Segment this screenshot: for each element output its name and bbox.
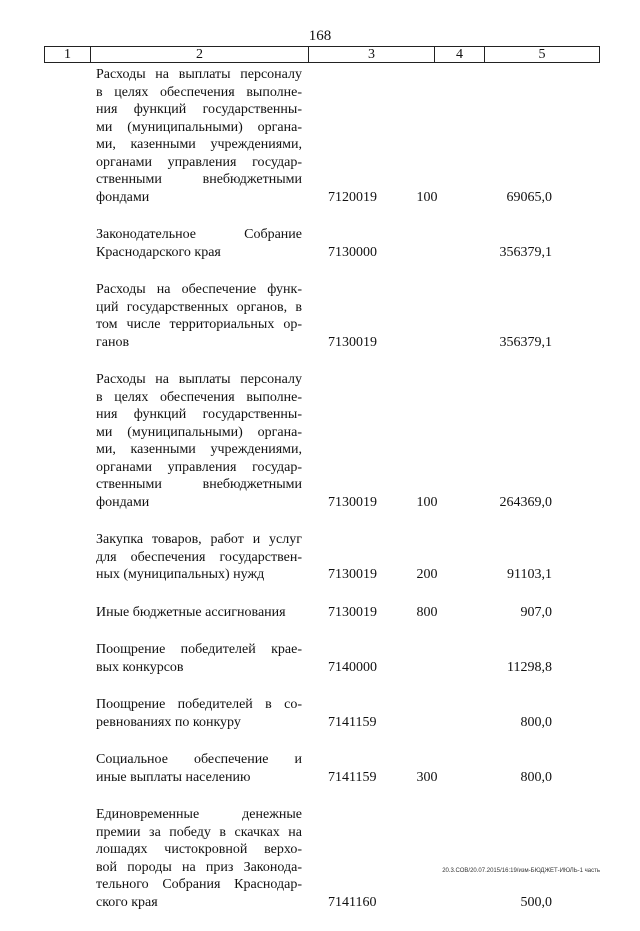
description-line: том числе территориальных ор- xyxy=(96,317,302,332)
description-line: ми, казенными учреждениями, xyxy=(96,137,302,152)
description-line: фондами xyxy=(96,494,150,510)
row-expense-type: 300 xyxy=(416,769,438,785)
row-amount: 264369,0 xyxy=(499,494,552,510)
description-line: Поощрение победителей крае- xyxy=(96,642,302,657)
description-line: ми (муниципальными) органа- xyxy=(96,119,302,135)
description-line: Краснодарского края xyxy=(96,244,221,260)
description-line: Поощрение победителей в со- xyxy=(96,697,302,712)
row-description xyxy=(96,531,302,584)
description-line: ций государственных органов, в xyxy=(96,299,302,315)
description-line: ревнованиях по конкуру xyxy=(96,714,241,730)
document-footer: 20.3.СОВ/20.07.2015/16:19/изм-БЮДЖЕТ-ИЮЛЬ-1 часть xyxy=(442,868,600,874)
row-description xyxy=(96,806,302,911)
description-line: ния функций государственны- xyxy=(96,102,302,117)
row-description xyxy=(96,604,302,622)
row-amount: 800,0 xyxy=(520,714,552,730)
description-line: Расходы на обеспечение функ- xyxy=(96,282,302,297)
description-line: для обеспечения государствен- xyxy=(96,549,302,565)
description-line: ганов xyxy=(96,334,130,350)
row-expense-type: 100 xyxy=(416,189,438,205)
row-description xyxy=(96,226,302,261)
description-line: Социальное обеспечение и xyxy=(96,752,302,767)
row-amount: 356379,1 xyxy=(499,244,552,260)
description-line: органами управления государ- xyxy=(96,459,302,475)
description-line: вых конкурсов xyxy=(96,659,184,675)
row-description xyxy=(96,751,302,786)
column-header-3: 3 xyxy=(309,47,435,62)
row-description xyxy=(96,371,302,511)
row-amount: 69065,0 xyxy=(506,189,552,205)
description-line: Расходы на выплаты персоналу xyxy=(96,67,302,82)
row-expense-type: 200 xyxy=(416,567,438,582)
table-body xyxy=(0,66,640,931)
row-code: 7141160 xyxy=(328,894,377,910)
row-code: 7141159 xyxy=(328,769,377,785)
description-line: Расходы на выплаты персоналу xyxy=(96,372,302,387)
row-amount: 907,0 xyxy=(520,604,552,620)
description-line: ственными внебюджетными xyxy=(96,172,302,187)
description-line: фондами xyxy=(96,189,150,205)
description-line: премии за победу в скачках на xyxy=(96,824,302,840)
column-header-5: 5 xyxy=(538,47,546,62)
row-expense-type: 800 xyxy=(416,604,438,620)
row-code: 7140000 xyxy=(328,659,377,675)
table-row xyxy=(0,371,640,511)
description-line: тельного Собрания Краснодар- xyxy=(96,877,302,892)
description-line: ского края xyxy=(96,894,158,910)
row-code: 7130019 xyxy=(328,567,377,582)
row-amount: 800,0 xyxy=(520,769,552,785)
row-code: 7130000 xyxy=(328,244,377,260)
description-line: в целях обеспечения выполне- xyxy=(96,84,302,100)
description-line: Закупка товаров, работ и услуг xyxy=(96,532,302,547)
row-amount: 356379,1 xyxy=(499,334,552,350)
column-header-1: 1 xyxy=(45,47,91,62)
table-row xyxy=(0,751,640,786)
table-row xyxy=(0,66,640,206)
table-row xyxy=(0,281,640,351)
table-row xyxy=(0,604,640,622)
description-line: вой породы на приз Законода- xyxy=(96,859,302,875)
description-line: Законодательное Собрание xyxy=(96,227,302,242)
description-line: лошадях чистокровной верхо- xyxy=(96,842,302,857)
row-code: 7130019 xyxy=(328,494,377,510)
table-row xyxy=(0,226,640,261)
row-amount: 91103,1 xyxy=(507,567,552,582)
column-header-2: 2 xyxy=(91,47,309,62)
description-line: ми, казенными учреждениями, xyxy=(96,442,302,457)
description-line: в целях обеспечения выполне- xyxy=(96,389,302,405)
description-line: ственными внебюджетными xyxy=(96,477,302,492)
table-row xyxy=(0,531,640,584)
table-row xyxy=(0,806,640,911)
row-expense-type: 100 xyxy=(416,494,438,510)
description-line: ми (муниципальными) органа- xyxy=(96,424,302,440)
table-row xyxy=(0,696,640,731)
row-description xyxy=(96,641,302,676)
description-line: иные выплаты населению xyxy=(96,769,251,785)
table-row xyxy=(0,641,640,676)
row-description xyxy=(96,281,302,351)
page-number: 168 xyxy=(308,28,332,44)
description-line: ния функций государственны- xyxy=(96,407,302,422)
description-line: Иные бюджетные ассигнования xyxy=(96,604,286,620)
description-line: ных (муниципальных) нужд xyxy=(96,567,265,582)
row-code: 7120019 xyxy=(328,189,377,205)
row-code: 7130019 xyxy=(328,604,377,620)
description-line: Единовременные денежные xyxy=(96,807,302,822)
table-header xyxy=(44,46,600,63)
row-amount: 500,0 xyxy=(520,894,552,910)
row-code: 7141159 xyxy=(328,714,377,730)
description-line: органами управления государ- xyxy=(96,154,302,170)
row-description xyxy=(96,696,302,731)
row-amount: 11298,8 xyxy=(507,659,552,675)
row-description xyxy=(96,66,302,206)
column-header-4: 4 xyxy=(435,47,485,62)
row-code: 7130019 xyxy=(328,334,377,350)
